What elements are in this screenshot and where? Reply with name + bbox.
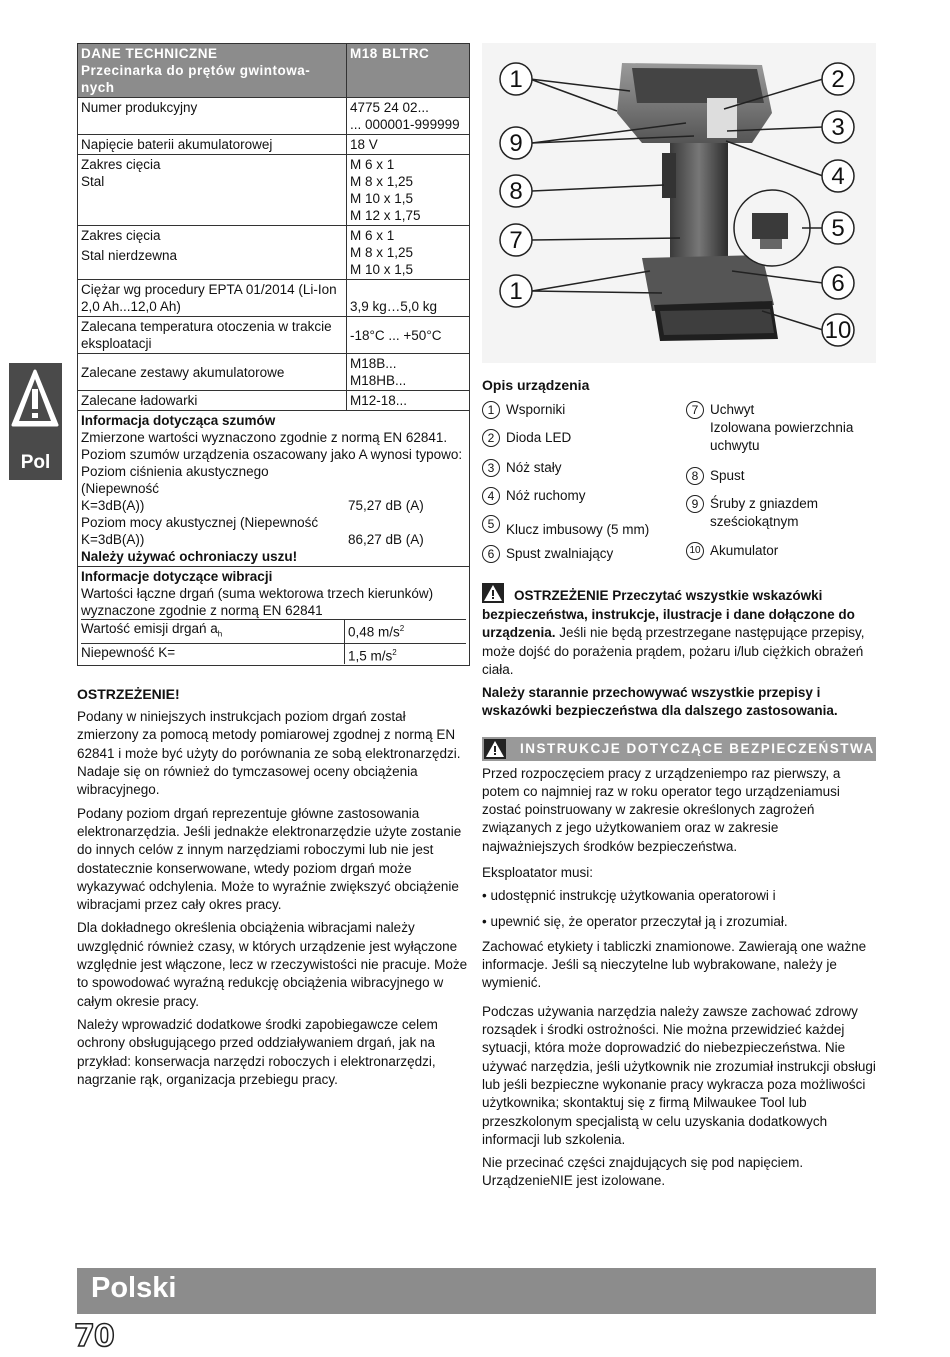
callout-label: 10 [824,317,852,344]
table-row: Poziom ciśnienia akustycznego (Niepewność K=3dB(A)) 75,27 dB (A) [81,464,424,513]
legend-item: 9 Śruby z gniazdem sześciokątnym [686,495,818,531]
noise-section: Informacja dotycząca szumów Zmierzone wartości wyznaczono zgodnie z normą EN 62841. Poziom szumów urządzenia oszacowany jako A wynosi typowo: Poziom ciśnienia akustycznego (Niepewność K=3dB(A)) 75,27 dB (A) Poziom mocy akustycznej (Niepewność K=3dB(A)) 86,27 dB (A) Należy używać ochroniaczy uszu! [78,411,470,567]
table-row: Zalecane ładowarki M12-18... [78,391,470,411]
callout-label: 2 [831,66,845,93]
table-row: Zakres cięcia Stal nierdzewna M 6 x 1 M 8 x 1,25 M 10 x 1,5 [78,226,470,280]
parts-legend [482,401,876,577]
callout-label: 9 [509,130,523,157]
warning-triangle-icon [482,583,504,603]
page-number: 70 [74,1319,114,1354]
ear-protection-note: Należy używać ochroniaczy uszu! [81,549,298,564]
bullet-item: • upewnić się, że operator przeczytał ją i zrozumiał. [482,913,788,929]
callout-label: 1 [509,66,523,93]
legend-item: 8 Spust [686,467,745,485]
technical-data-table [77,43,470,666]
callout-label: 3 [831,114,845,141]
table-row: Niepewność K= 1,5 $m/s^2$ [81,643,466,664]
right-column [482,43,876,1196]
callout-label: 4 [831,163,845,190]
safety-section-bar [482,737,876,761]
legend-item: 1 Wsporniki [482,401,565,419]
left-column [77,43,470,1094]
callout-label: 7 [509,227,523,254]
table-row: Ciężar wg procedury EPTA 01/2014 (Li-Ion 2,0 Ah...12,0 Ah) 3,9 kg…5,0 kg [78,280,470,317]
legend-item: 3 Nóż stały [482,459,562,477]
warning-icon [9,363,62,443]
description-title: Opis urządzenia [482,377,590,393]
paragraph: Podany poziom drgań reprezentuje główne zastosowania elektronarzędzia. Jeśli jednakże elektronarzędzie użyte zostanie do innych celów z innym narzędziami roboczymi lub nie jest dostatecznie konserwowane, wtedy poziom drgań może wykazywać odchylenia. Może to wyraźnie zwiększyć obciążenie wibracjami przez cały okres pracy. [77,805,462,913]
legend-item: 10 Akumulator [686,542,778,560]
warning-triangle-icon [484,739,506,759]
safety-section-title: INSTRUKCJE DOTYCZĄCE BEZPIECZEŃSTWA [520,740,875,756]
footer-language: Polski [91,1272,177,1304]
table-row: Numer produkcyjny 4775 24 02... ... 000001-999999 [78,98,470,135]
legend-item: 7 Uchwyt Izolowana powierzchnia uchwytu [686,401,853,455]
general-warning: OSTRZEŻENIE Przeczytać wszystkie wskazówki bezpieczeństwa, instrukcje, ilustracje i dane dołączone do urządzenia. Jeśli nie będą przestrzegane następujące przepisy, może dojść do porażenia prądem, pożaru i/lub ciężkich obrażeń ciała. [482,583,876,680]
paragraph: Należy wprowadzić dodatkowe środki zapobiegawcze celem ochrony obsługującego przed oddziaływaniem drgań, jak na przykład: konserwacja narzędzi roboczych i elektronarzędzi, nagrzanie rąk, organizacja przebiegu pracy. [77,1016,438,1087]
language-side-tab [9,363,62,480]
legend-item: 6 Spust zwalniający [482,545,613,563]
legend-item: 5 Klucz imbusowy (5 mm) [482,515,649,539]
paragraph: Nie przecinać części znajdujących się pod napięciem. UrządzenieNIE jest izolowane. [482,1155,804,1189]
table-row: Napięcie baterii akumulatorowej 18 V [78,135,470,155]
paragraph: Zachować etykiety i tabliczki znamionowe. Zawierają one ważne informacje. Jeśli są nieczytelne lub wybrakowane, należy je wymienić. [482,938,867,991]
paragraph: Podany w niniejszych instrukcjach poziom drgań został zmierzony za pomocą metody pomiarowej zgodnej z normą EN 62841 i może być użyty do porównania ze sobą elektronarzędzi. Nadaje się on również do tymczasowej oceny obciążenia wibracyjnego. [77,709,461,798]
paragraph: Podczas używania narzędzia należy zawsze zachować zdrowy rozsądek i środki ostrożności. Nie można przewidzieć każdej sytuacji, która może doprowadzić do niebezpieczeństwa. Nie używać narzędzia, jeśli użytkownik nie zrozumiał instrukcji obsługi lub jeśli bezpieczne wykonanie pracy wykracza poza możliwości użytkownika; skontaktuj się z firmą Milwaukee Tool lub przeszkolonym specjalistą w celu uzyskania dodatkowych informacji lub szkolenia. [482,1003,876,1147]
callout-label: 5 [831,215,845,242]
callout-label: 6 [831,270,845,297]
side-tab-label: Pol [20,452,51,473]
bullet-item: • udostępnić instrukcję użytkowania operatorowi i [482,888,776,904]
table-row: Wartość emisji drgań $a_h$ 0,48 $m/s^2$ [81,620,466,644]
paragraph: Eksploatator musi: [482,864,594,880]
table-header-model: M18 BLTRC [347,44,470,98]
tool-illustration [482,43,876,363]
paragraph: Dla dokładnego określenia obciążenia wibracjami należy uwzględnić również czasy, w których urządzenie jest wyłączone względnie jest włączone, lecz w rzeczywistości nie pracuje. Może to spowodować wyraźną redukcję obciążenia wibracyjnego w całym okresie pracy. [77,920,468,1009]
vibration-section: Informacje dotyczące wibracji Wartości łączne drgań (suma wektorowa trzech kierunków) wyznaczone zgodnie z normą EN 62841 Wartość emisji drgań $a_h$ 0,48 $m/s^2$ Niepewność K= 1,5 $m/s^2$ [78,567,470,666]
callout-label: 1 [509,278,523,305]
table-header-row [78,44,470,98]
warning-heading: OSTRZEŻENIE! [77,686,180,703]
footer-language-bar [77,1268,876,1314]
keep-instructions-note: Należy starannie przechowywać wszystkie przepisy i wskazówki bezpieczeństwa dla dalszego zastosowania. [482,684,838,718]
table-header-title: DANE TECHNICZNE Przecinarka do prętów gwintowa- nych [78,44,347,98]
table-row: Zalecana temperatura otoczenia w trakcie eksploatacji -18°C ... +50°C [78,317,470,354]
table-row: Poziom mocy akustycznej (Niepewność K=3dB(A)) 86,27 dB (A) [81,515,424,547]
threaded-rod-cutter-illustration [482,43,876,363]
noise-title: Informacja dotycząca szumów [81,413,276,428]
table-row: Zalecane zestawy akumulatorowe M18B... M18HB... [78,354,470,391]
legend-item: 2 Dioda LED [482,429,571,447]
callout-label: 8 [509,178,523,205]
legend-item: 4 Nóż ruchomy [482,487,586,505]
table-row: Zakres cięcia Stal M 6 x 1 M 8 x 1,25 M 10 x 1,5 M 12 x 1,75 [78,155,470,226]
vibration-title: Informacje dotyczące wibracji [81,569,273,584]
paragraph: Przed rozpoczęciem pracy z urządzeniempo raz pierwszy, a potem co najmniej raz w roku operator tego urządzeniamusi zostać poinstruowany w zakresie określonych zagrożeń związanych z jego użytkowaniem oraz w zakresie najważniejszych środków bezpieczeństwa. [482,765,841,854]
